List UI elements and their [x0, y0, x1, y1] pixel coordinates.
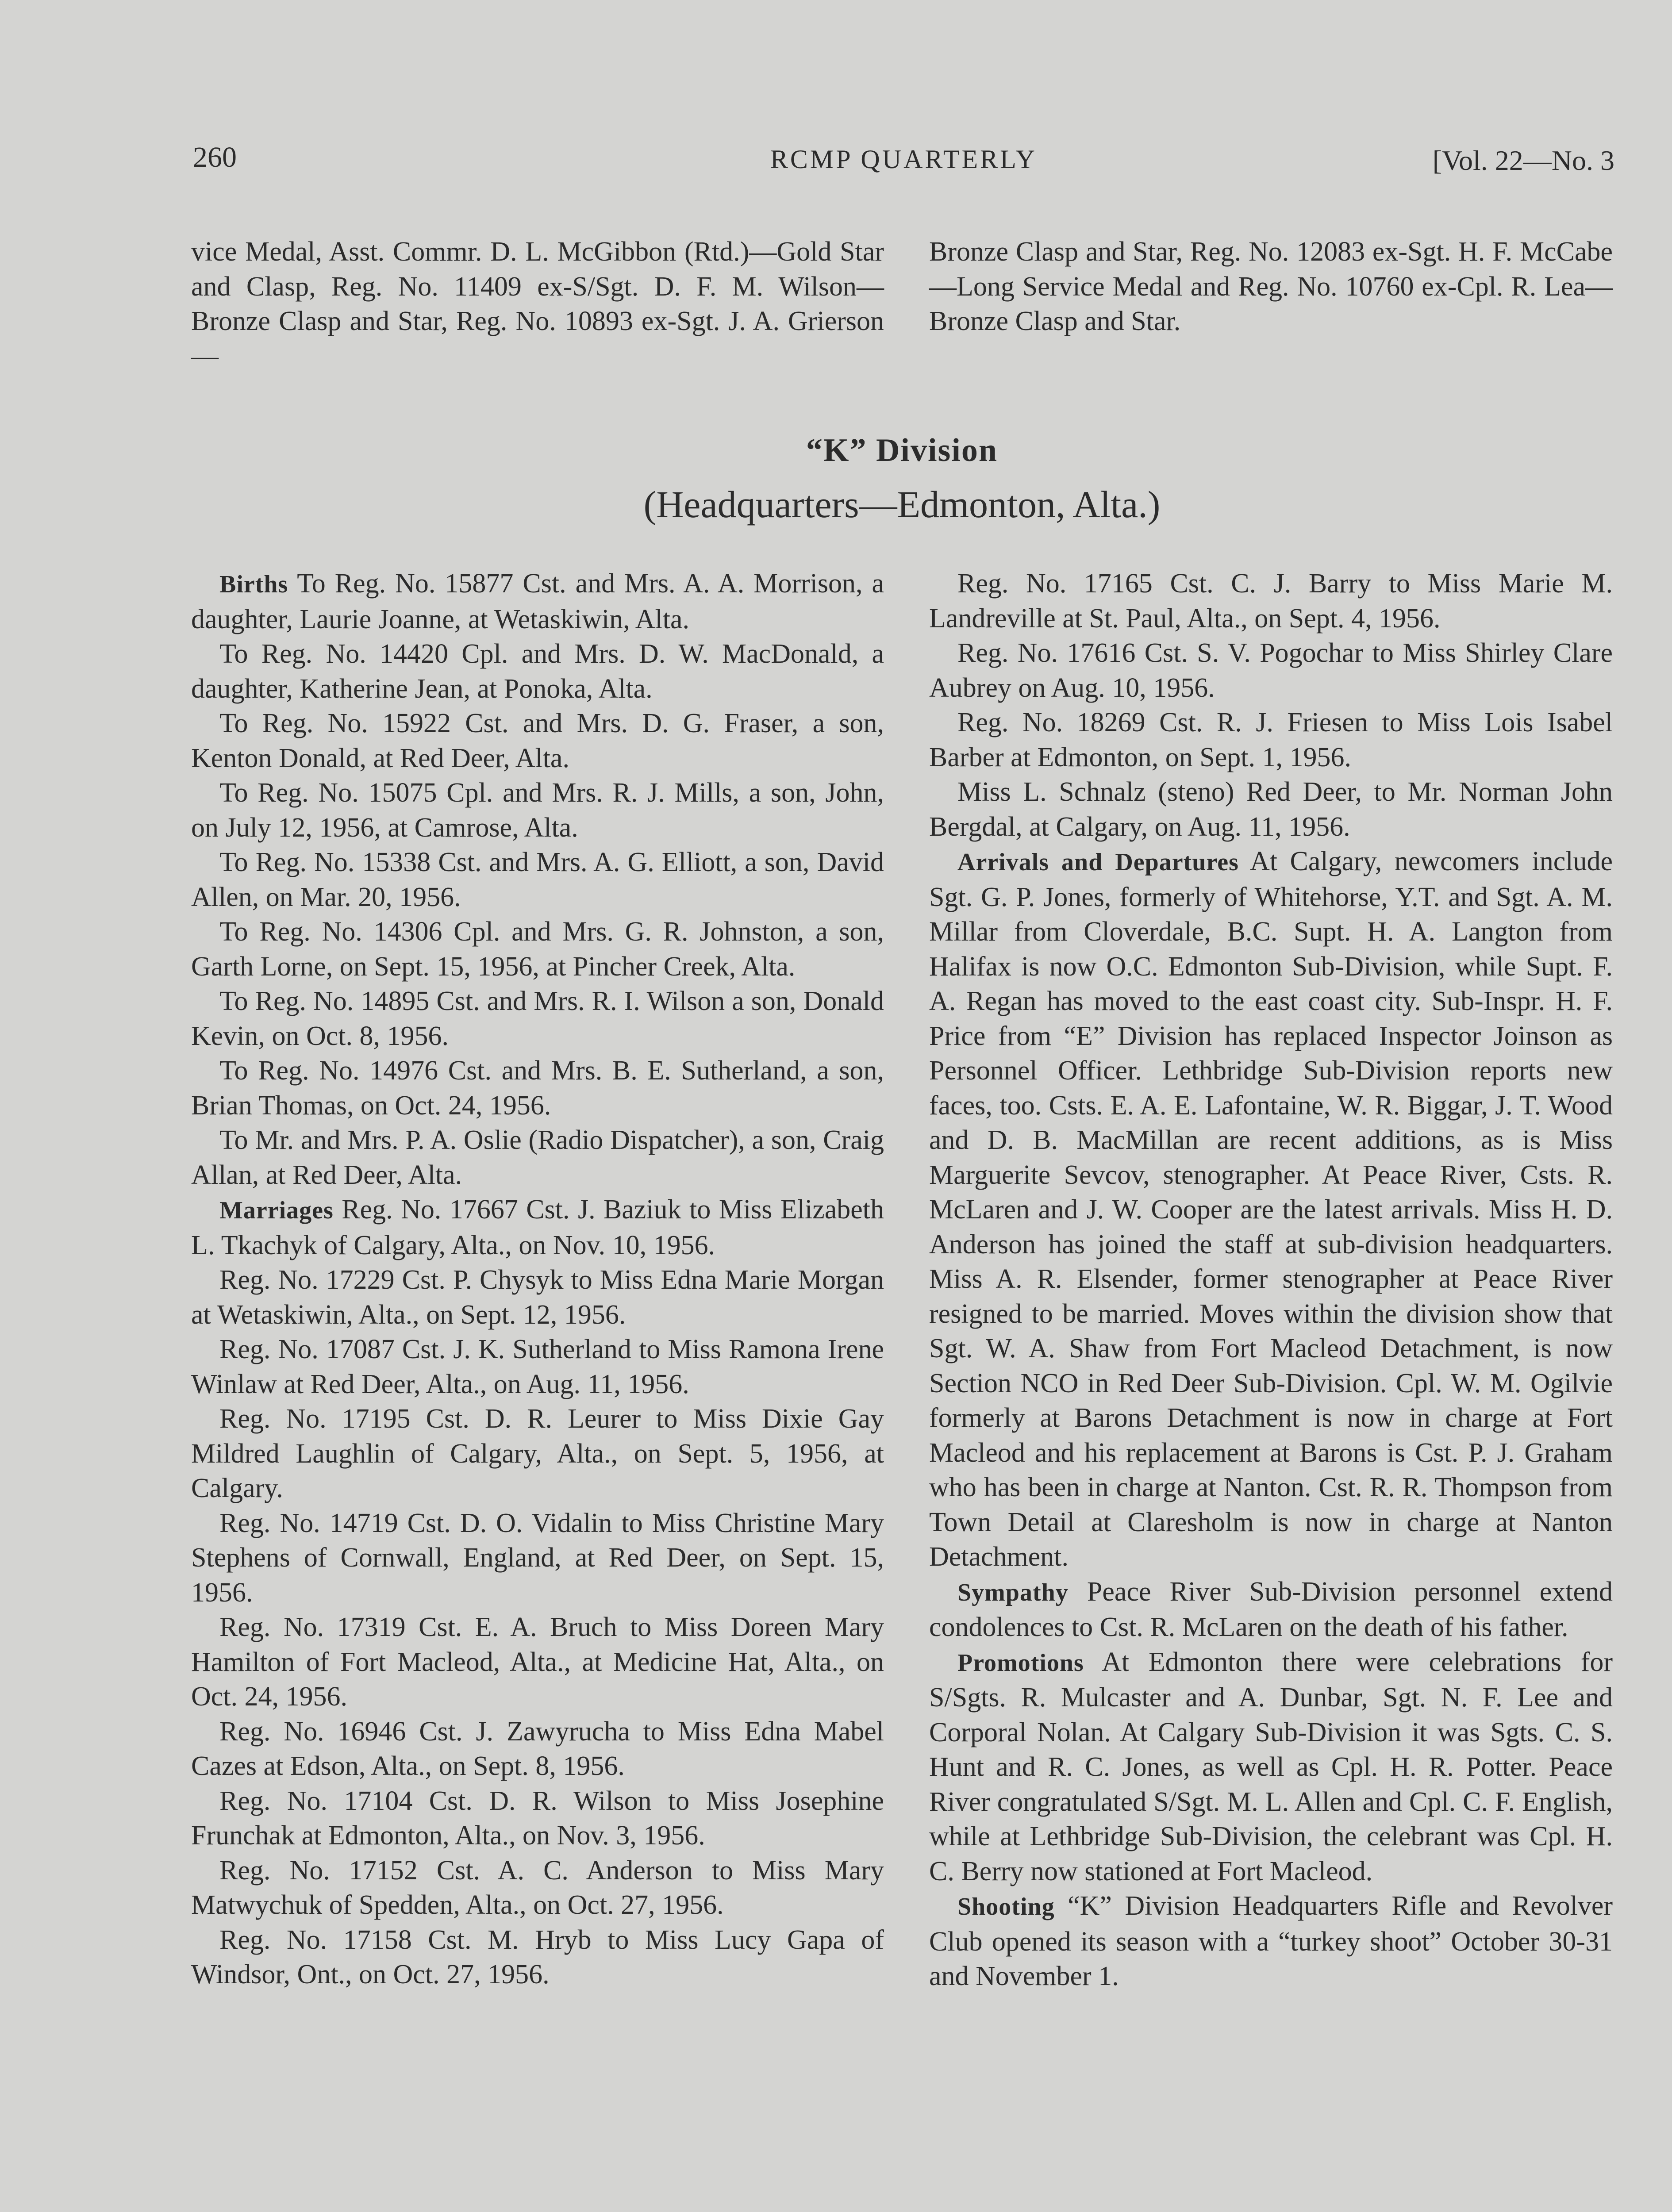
- paragraph-text: To Reg. No. 15922 Cst. and Mrs. D. G. Fraser, a son, Kenton Donald, at Red Deer, Alta.: [191, 708, 884, 773]
- section-heading: Births: [219, 571, 288, 598]
- continued-text-right: [929, 234, 1613, 339]
- paragraph: [191, 1506, 884, 1610]
- paragraph-text: Reg. No. 17104 Cst. D. R. Wilson to Miss Josephine Frunchak at Edmonton, Alta., on Nov. 3, 1956.: [191, 1786, 884, 1851]
- paragraph: [191, 706, 884, 776]
- paragraph: [191, 1610, 884, 1714]
- paragraph: [191, 845, 884, 914]
- paragraph-text: To Reg. No. 14306 Cpl. and Mrs. G. R. Johnston, a son, Garth Lorne, on Sept. 15, 1956, at Pincher Creek, Alta.: [191, 917, 884, 982]
- paragraph: Bronze Clasp and Star, Reg. No. 12083 ex-Sgt. H. F. McCabe—Long Service Medal and Reg. No. 10760 ex-Cpl. R. Lea—Bronze Clasp and Star.: [929, 237, 1613, 336]
- section-heading: Shooting: [957, 1893, 1055, 1920]
- paragraph: [929, 566, 1613, 636]
- paragraph: vice Medal, Asst. Commr. D. L. McGibbon (Rtd.)—Gold Star and Clasp, Reg. No. 11409 ex-S/Sgt. D. F. M. Wilson—Bronze Clasp and Star, Reg. No. 10893 ex-Sgt. J. A. Grierson—: [191, 237, 884, 371]
- paragraph-text: Reg. No. 18269 Cst. R. J. Friesen to Miss Lois Isabel Barber at Edmonton, on Sept. 1, 1956.: [929, 707, 1613, 772]
- paragraph: [191, 1263, 884, 1332]
- right-column: [929, 566, 1613, 1994]
- paragraph-text: To Reg. No. 15075 Cpl. and Mrs. R. J. Mills, a son, John, on July 12, 1956, at Camrose, Alta.: [191, 778, 884, 843]
- paragraph: [191, 1332, 884, 1402]
- paragraph: [191, 776, 884, 845]
- paragraph: [191, 1853, 884, 1923]
- section-heading: Marriages: [219, 1197, 334, 1224]
- paragraph-text: To Reg. No. 14420 Cpl. and Mrs. D. W. MacDonald, a daughter, Katherine Jean, at Ponoka, Alta.: [191, 639, 884, 704]
- paragraph: [929, 636, 1613, 705]
- paragraph-text: Reg. No. 17667 Cst. J. Baziuk to Miss Elizabeth L. Tkachyk of Calgary, Alta., on Nov. 10, 1956.: [191, 1194, 884, 1260]
- journal-title: RCMP QUARTERLY: [770, 145, 1038, 174]
- division-subheading: (Headquarters—Edmonton, Alta.): [643, 483, 1161, 526]
- paragraph-text: Reg. No. 17158 Cst. M. Hryb to Miss Lucy Gapa of Windsor, Ont., on Oct. 27, 1956.: [191, 1924, 884, 1989]
- paragraph: [191, 984, 884, 1053]
- paragraph-text: At Calgary, newcomers include Sgt. G. P. Jones, formerly of Whitehorse, Y.T. and Sgt. A. M. Millar from Cloverdale, B.C. Supt. H. A. Langton from Halifax is now O.C. Edmonton Sub-Division, while Supt. F. A. Regan has moved to the east coast city. Sub-Inspr. H. F. Price from “E” Division has replaced Inspector Joinson as Personnel Officer. Lethbridge Sub-Division reports new faces, too. Csts. E. A. E. Lafontaine, W. R. Biggar, J. T. Wood and D. B. MacMillan are recent additions, as is Miss Marguerite Sevcov, stenographer. At Peace River, Csts. R. McLaren and J. W. Cooper are the latest arrivals. Miss H. D. Anderson has joined the staff at sub-division headquarters. Miss A. R. Elsender, former stenographer at Peace River resigned to be married. Moves within the division show that Sgt. W. A. Shaw from Fort Macleod Detachment, is now Section NCO in Red Deer Sub-Division. Cpl. W. M. Ogilvie formerly at Barons Detachment is now in charge at Fort Macleod and his replacement at Barons is Cst. P. J. Graham who has been in charge at Nanton. Cst. R. R. Thompson from Town Detail at Claresholm is now in charge at Nanton Detachment.: [929, 846, 1613, 1572]
- paragraph-text: At Edmonton there were celebrations for S/Sgts. R. Mulcaster and A. Dunbar, Sgt. N. F. Lee and Corporal Nolan. At Calgary Sub-Division it was Sgts. C. S. Hunt and R. C. Jones, as well as Cpl. H. R. Potter. Peace River congratulated S/Sgt. M. L. Allen and Cpl. C. F. English, while at Lethbridge Sub-Division, the celebrant was Cpl. H. C. Berry now stationed at Fort Macleod.: [929, 1647, 1613, 1886]
- volume-issue: [Vol. 22—No. 3: [1432, 145, 1614, 176]
- paragraph-text: To Mr. and Mrs. P. A. Oslie (Radio Dispatcher), a son, Craig Allan, at Red Deer, Alta.: [191, 1125, 884, 1190]
- paragraph-text: To Reg. No. 14976 Cst. and Mrs. B. E. Sutherland, a son, Brian Thomas, on Oct. 24, 1956.: [191, 1056, 884, 1121]
- paragraph-text: Reg. No. 17195 Cst. D. R. Leurer to Miss Dixie Gay Mildred Laughlin of Calgary, Alta., on Sept. 5, 1956, at Calgary.: [191, 1404, 884, 1503]
- paragraph-text: Reg. No. 16946 Cst. J. Zawyrucha to Miss Edna Mabel Cazes at Edson, Alta., on Sept. 8, 1956.: [191, 1716, 884, 1781]
- paragraph: [191, 1123, 884, 1192]
- page-number: 260: [193, 141, 237, 173]
- paragraph: [929, 775, 1613, 844]
- paragraph-text: Reg. No. 14719 Cst. D. O. Vidalin to Miss Christine Mary Stephens of Cornwall, England, at Red Deer, on Sept. 15, 1956.: [191, 1508, 884, 1608]
- paragraph-text: To Reg. No. 14895 Cst. and Mrs. R. I. Wilson a son, Donald Kevin, on Oct. 8, 1956.: [191, 986, 884, 1051]
- section-heading: Promotions: [957, 1649, 1084, 1677]
- paragraph-text: Reg. No. 17087 Cst. J. K. Sutherland to Miss Ramona Irene Winlaw at Red Deer, Alta., on Aug. 11, 1956.: [191, 1334, 884, 1399]
- left-column: [191, 566, 884, 1992]
- paragraph: [929, 1575, 1613, 1645]
- section-heading: Sympathy: [957, 1578, 1069, 1606]
- paragraph: [191, 914, 884, 984]
- paragraph-text: Reg. No. 17229 Cst. P. Chysyk to Miss Edna Marie Morgan at Wetaskiwin, Alta., on Sept. 12, 1956.: [191, 1265, 884, 1330]
- paragraph-text: Reg. No. 17165 Cst. C. J. Barry to Miss Marie M. Landreville at St. Paul, Alta., on Sept. 4, 1956.: [929, 568, 1613, 634]
- paragraph-text: Reg. No. 17616 Cst. S. V. Pogochar to Miss Shirley Clare Aubrey on Aug. 10, 1956.: [929, 638, 1613, 703]
- paragraph-text: Peace River Sub-Division personnel extend condolences to Cst. R. McLaren on the death of his father.: [929, 1576, 1613, 1642]
- paragraph: [191, 566, 884, 637]
- paragraph: [191, 1923, 884, 1992]
- paragraph: [929, 1645, 1613, 1889]
- paragraph: [929, 1889, 1613, 1994]
- paragraph: [191, 1192, 884, 1263]
- continued-text-left: [191, 234, 884, 373]
- paragraph-text: Miss L. Schnalz (steno) Red Deer, to Mr. Norman John Bergdal, at Calgary, on Aug. 11, 1956.: [929, 777, 1613, 842]
- paragraph: [191, 1402, 884, 1506]
- paragraph: [191, 1714, 884, 1784]
- paragraph: [929, 705, 1613, 775]
- paragraph-text: To Reg. No. 15877 Cst. and Mrs. A. A. Morrison, a daughter, Laurie Joanne, at Wetaskiwin, Alta.: [191, 568, 884, 634]
- paragraph-text: Reg. No. 17319 Cst. E. A. Bruch to Miss Doreen Mary Hamilton of Fort Macleod, Alta., at Medicine Hat, Alta., on Oct. 24, 1956.: [191, 1612, 884, 1712]
- paragraph-text: “K” Division Headquarters Rifle and Revolver Club opened its season with a “turkey shoot” October 30-31 and November 1.: [929, 1891, 1613, 1991]
- paragraph: [929, 844, 1613, 1575]
- paragraph: [191, 1053, 884, 1123]
- paragraph-text: To Reg. No. 15338 Cst. and Mrs. A. G. Elliott, a son, David Allen, on Mar. 20, 1956.: [191, 847, 884, 912]
- running-head: [193, 141, 1614, 180]
- paragraph: [191, 1784, 884, 1853]
- paragraph: [191, 637, 884, 706]
- section-heading: Arrivals and Departures: [957, 849, 1239, 876]
- paragraph-text: Reg. No. 17152 Cst. A. C. Anderson to Miss Mary Matwychuk of Spedden, Alta., on Oct. 27, 1956.: [191, 1855, 884, 1920]
- division-heading: “K” Division: [806, 432, 998, 469]
